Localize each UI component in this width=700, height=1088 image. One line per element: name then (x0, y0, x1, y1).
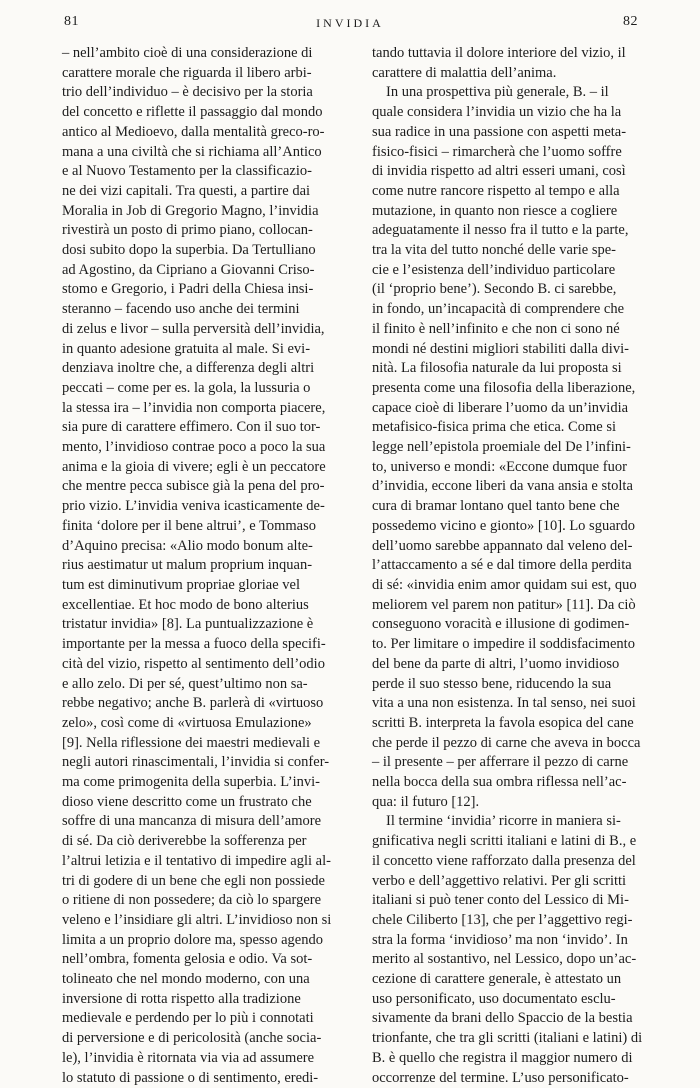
left-column-line: rebbe negativo; anche B. parlerà di «virtuoso (62, 695, 324, 712)
right-column-line: l’attaccamento a sé e dal timore della perdita (372, 557, 632, 574)
left-column-line: finita ‘dolore per il bene altrui’, e Tommaso (62, 517, 316, 534)
right-column-line: verbo e dell’aggettivo relativi. Per gli scritti (372, 872, 627, 889)
left-column-line: zelo», così come di «virtuosa Emulazione» (62, 714, 312, 731)
left-column-line: importante per la messa a fuoco della specifi- (62, 636, 326, 653)
left-column-text (62, 44, 344, 1088)
left-column-line: trio dell’individuo – è decisivo per la storia (62, 84, 313, 101)
left-column-line: ne dei vizi capitali. Tra questi, a partire dai (62, 182, 311, 199)
left-column-line: – nell’ambito cioè di una considerazione di (62, 45, 313, 61)
left-column-line: tum est diminutivum propriae gloriae vel (62, 576, 300, 593)
right-column-line: quale considera l’invidia un vizio che ha la (372, 104, 622, 121)
right-column-line: nità. La filosofia naturale da lui proposta si (372, 360, 622, 377)
left-column-line: veleno e l’insidiare gli altri. L’invidioso non si (62, 911, 332, 928)
right-column-line: merito al sostantivo, nel Lessico, dopo un’ac- (372, 951, 637, 968)
left-column-line: di zelus e livor – sulla perversità dell’invidia, (62, 320, 325, 337)
right-column-line: conseguono voracità e illusione di godimen- (372, 616, 630, 633)
right-column-text (372, 44, 654, 1088)
running-title: INVIDIA (316, 16, 384, 30)
right-column-line: che perde il pezzo di carne che aveva in bocca (372, 734, 641, 751)
right-column-line: meliorem vel parem non patitur» [11]. Da ciò (372, 596, 636, 613)
right-column-line: mondi né destini migliori stabiliti dalla divi- (372, 340, 629, 357)
right-column-line: come nutre rancore rispetto al tempo e alla (372, 182, 620, 199)
left-column-line: di perversione e di pericolosità (anche socia- (62, 1030, 322, 1047)
left-column-line: tri di godere di un bene che egli non possiede (62, 872, 325, 889)
right-column-line: il concetto viene rafforzato dalla presenza del (372, 852, 636, 869)
left-column-line: [9]. Nella riflessione dei maestri medievali e (62, 734, 321, 751)
right-column-line: Il termine ‘invidia’ ricorre in maniera si- (386, 813, 621, 830)
right-column-line: tra la vita del tutto nonché delle varie spe- (372, 242, 616, 259)
left-column-line: ad Agostino, da Cipriano a Giovanni Criso- (62, 261, 315, 278)
right-column-line: mutazione, in quanto non riesce a cogliere (372, 202, 618, 219)
left-column-line: stomo e Gregorio, i Padri della Chiesa insi- (62, 281, 314, 298)
left-column-line: limita a un proprio dolore ma, spesso agendo (62, 931, 323, 948)
right-column-line: di sé: «invidia enim amor quidam sui est, quo (372, 576, 637, 593)
left-column-line: tolineato che nel mondo moderno, con una (62, 971, 310, 988)
left-column-line: del concetto e riflette il passaggio dal mondo (62, 104, 323, 121)
left-column-line: ma come primogenita della superbia. L’invi- (62, 774, 320, 791)
right-column-line: italiani si può tener conto del Lessico di Mi- (372, 892, 629, 909)
right-column-line: In una prospettiva più generale, B. – il (386, 84, 609, 101)
right-column-line: d’invidia, eccone liberi da vana ansia e stolta (372, 478, 633, 495)
right-column-line: sivamente da brani dello Spaccio de la bestia (372, 1010, 633, 1027)
left-column-line: di sé. Da ciò deriverebbe la sofferenza per (62, 833, 307, 850)
left-column-line: cità del vizio, rispetto al sentimento dell’odio (62, 655, 325, 672)
left-column-line: che mentre pecca subisce già la pena del pro- (62, 478, 325, 495)
left-column-line: Moralia in Job di Gregorio Magno, l’invidia (62, 202, 319, 219)
left-column-line: mento, l’invidioso contrae poco a poco la sua (62, 439, 326, 456)
left-column-line: lo statuto di passione o di sentimento, eredi- (62, 1069, 319, 1086)
left-column-line: la stessa ira – l’invidia non comporta piacere, (62, 399, 326, 416)
right-column-line: uso personificato, uso documentato esclu- (372, 990, 616, 1007)
right-column-line: scritti B. interpreta la favola esopica del cane (372, 714, 634, 731)
left-column-line: rivestirà un posto di primo piano, collocan- (62, 222, 313, 239)
left-column-line: in quanto adesione gratuita al male. Si evi- (62, 340, 311, 357)
left-column-line: sia pure di carattere effimero. Con il suo tor- (62, 419, 321, 436)
right-column-line: perde il suo stesso bene, riducendo la sua (372, 675, 612, 692)
left-column-line: carattere morale che riguarda il libero arbi- (62, 64, 312, 81)
right-column-line: in fondo, un’incapacità di comprendere che (372, 301, 625, 318)
right-column-line: gnificativa negli scritti italiani e latini di B., e (372, 833, 637, 850)
page-number-left: 81 (64, 14, 79, 29)
right-column-line: di invidia rispetto ad altri esseri umani, così (372, 163, 626, 180)
right-column-line: il finito è nell’infinito e che non ci sono né (372, 320, 620, 337)
right-column-line: adeguatamente il nesso fra il tutto e la parte, (372, 222, 629, 239)
left-column-line: rius aestimatur ut malum proprium inquan- (62, 557, 313, 574)
left-column-line: e allo zelo. Di per sé, quest’ultimo non sa- (62, 675, 308, 692)
left-column-line: mana a una civiltà che si richiama all’Antico (62, 143, 322, 160)
left-column-line: inversione di rotta rispetto alla tradizione (62, 990, 301, 1007)
right-column-line: capace cioè di liberare l’uomo da un’invidia (372, 399, 629, 416)
left-column-line: prio vizio. L’invidia veniva icasticamente de- (62, 498, 325, 515)
right-column-line: cie e l’esistenza dell’individuo particolare (372, 261, 616, 278)
right-column-line: carattere di malattia dell’anima. (372, 64, 557, 81)
right-column-line: sua radice in una passione con aspetti meta- (372, 123, 627, 140)
left-column-line: e al Nuovo Testamento per la classificazio- (62, 163, 312, 180)
right-column-line: dell’uomo sarebbe appannato dal veleno del- (372, 537, 633, 554)
left-column-line: steranno – facendo uso anche dei termini (62, 301, 300, 318)
right-column-line: cura di bramar lontano quel tanto bene che (372, 498, 620, 515)
left-column-line: dioso viene descritto come un frustrato che (62, 793, 312, 810)
right-column-line: possedemo vicino e gionto» [10]. Lo sguardo (372, 517, 635, 534)
right-column-line: tando tuttavia il dolore interiore del vizio, il (372, 45, 626, 61)
left-column-line: excellentiae. Et hoc modo de bono alterius (62, 596, 309, 613)
right-column-line: occorrenze del termine. L’uso personificato- (372, 1069, 629, 1086)
right-column-line: metafisico-fisica prima che etica. Come si (372, 419, 616, 436)
right-column-line: (il ‘proprio bene’). Secondo B. ci sarebbe, (372, 281, 617, 298)
right-column-line: to. Per limitare o impedire il soddisfacimento (372, 636, 635, 653)
left-column-line: medievale e perdendo per lo più i connotati (62, 1010, 314, 1027)
right-column-line: nella bocca della sua ombra riflessa nell’ac- (372, 774, 627, 791)
right-column-line: del bene da parte di altri, l’uomo invidioso (372, 655, 620, 672)
left-column-line: soffre di una mancanza di misura dell’amore (62, 813, 322, 830)
left-column-line: anima e la gioia di vivere; egli è un peccatore (62, 458, 326, 475)
page-number-right: 82 (623, 14, 638, 29)
right-column-line: trionfante, che tra gli scritti (italiani e latini) di (372, 1030, 643, 1047)
right-column-line: legge nell’epistola proemiale del De l’infini- (372, 439, 631, 456)
right-column-line: stra la forma ‘invidioso’ ma non ‘invido’. In (372, 931, 628, 948)
right-column-line: – il presente – per afferrare il pezzo di carne (372, 754, 629, 771)
left-column-line: nell’ombra, fomenta gelosia e odio. Va sot- (62, 951, 313, 968)
left-column-line: o ritiene di non possedere; da ciò lo spargere (62, 892, 322, 909)
right-column-line: chele Ciliberto [13], che per l’aggettivo regi- (372, 911, 633, 928)
left-column-line: denziava inoltre che, a differenza degli altri (62, 360, 315, 377)
right-column-line: presenta come una filosofia della liberazione, (372, 379, 636, 396)
left-column-line: l’altrui letizia e il tentativo di impedire agli al- (62, 852, 331, 869)
left-column-line: le), l’invidia è ritornata via via ad assumere (62, 1049, 315, 1066)
left-column-line: negli autori rinascimentali, l’invidia si confer- (62, 754, 330, 771)
right-column-line: qua: il futuro [12]. (372, 793, 480, 810)
left-column-line: antico al Medioevo, dalla mentalità greco-ro- (62, 123, 325, 140)
left-column-line: d’Aquino precisa: «Alio modo bonum alte- (62, 537, 313, 554)
right-column-line: vita a una non esistenza. In tal senso, nei suoi (372, 695, 636, 712)
right-column-line: cezione di carattere generale, è attestato un (372, 971, 622, 988)
left-column-line: peccati – come per es. la gola, la lussuria o (62, 379, 311, 396)
right-column-line: fisico-fisici – rimarcherà che l’uomo soffre (372, 143, 622, 160)
right-column-line: B. è quello che registra il maggior numero di (372, 1049, 633, 1066)
left-column-line: tristatur invidia» [8]. La puntualizzazione è (62, 616, 314, 633)
right-column-line: to, universo e mondi: «Eccone dumque fuor (372, 458, 627, 475)
left-column-line: dosi subito dopo la superbia. Da Tertulliano (62, 242, 316, 259)
